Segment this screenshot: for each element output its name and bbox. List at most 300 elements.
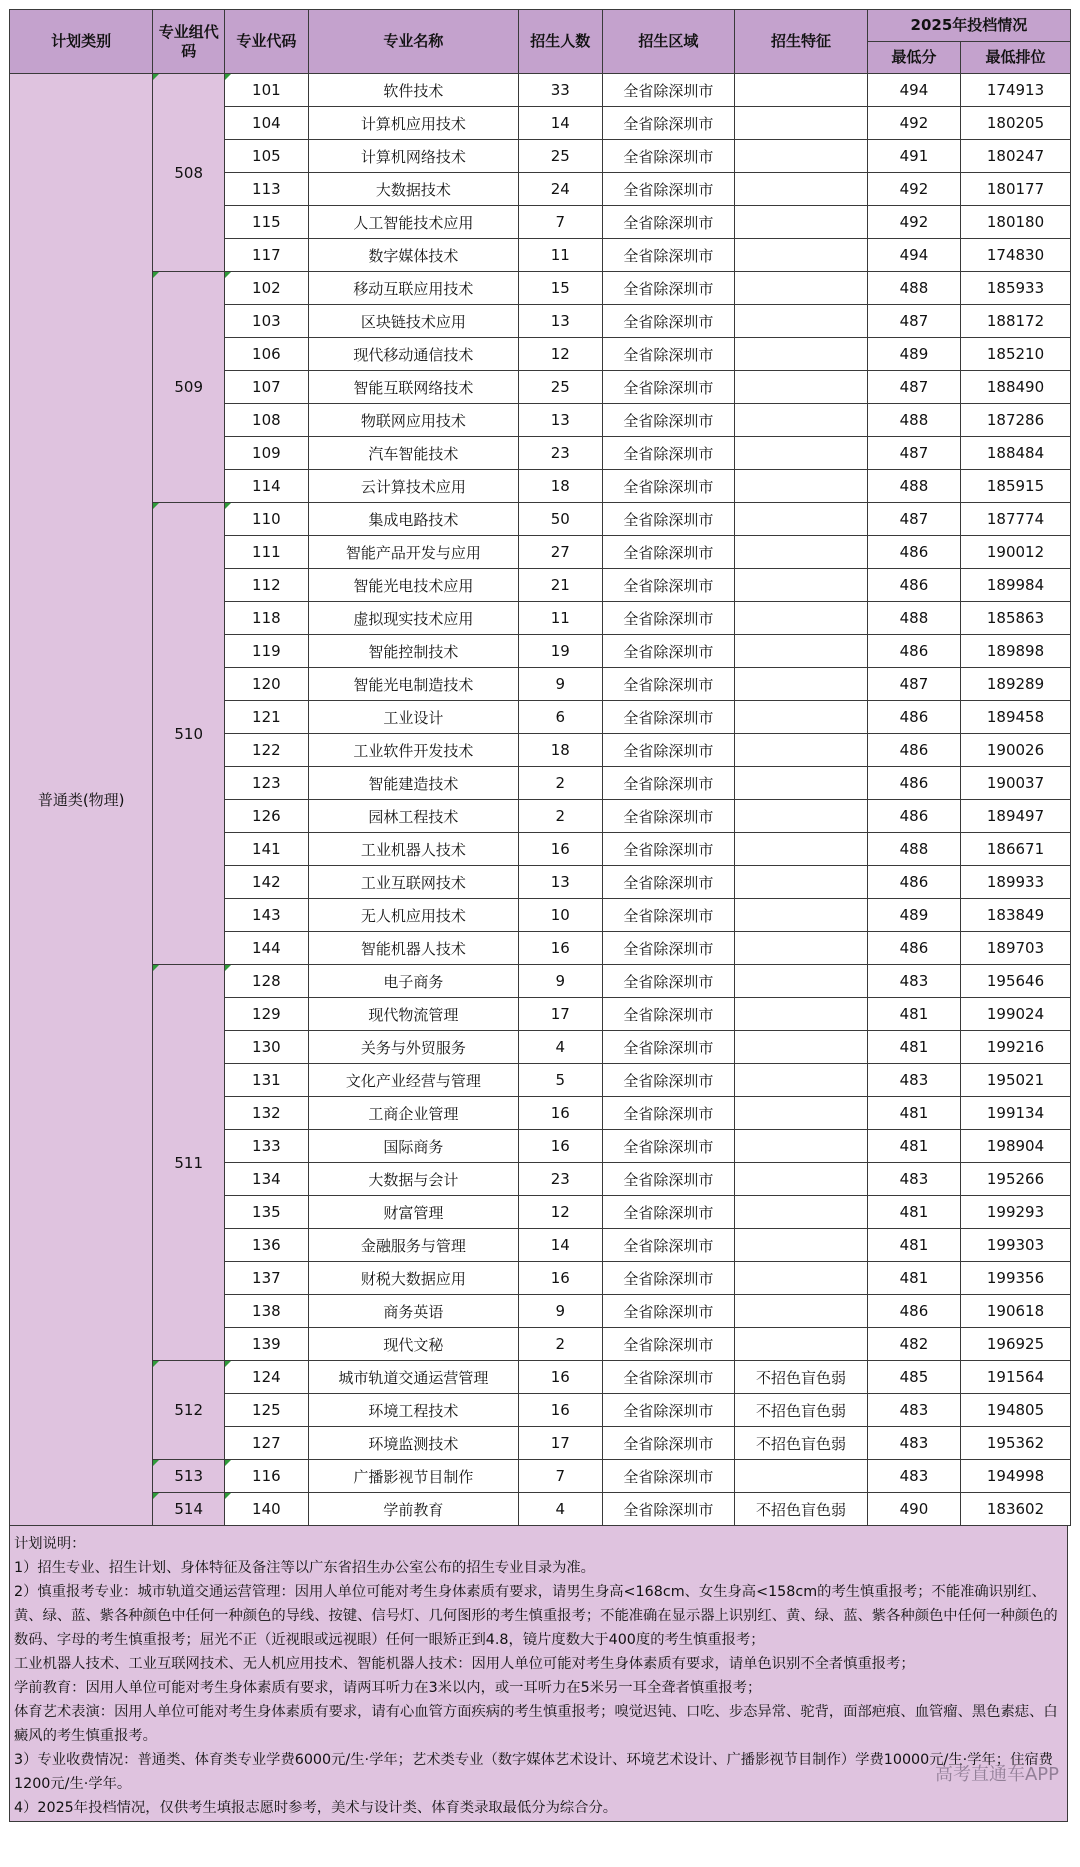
major-name: 无人机应用技术 xyxy=(308,899,518,932)
enroll-region: 全省除深圳市 xyxy=(602,173,735,206)
enroll-count: 9 xyxy=(518,965,602,998)
major-code: 121 xyxy=(225,701,309,734)
enroll-count: 15 xyxy=(518,272,602,305)
enroll-count: 16 xyxy=(518,1394,602,1427)
enroll-count: 16 xyxy=(518,833,602,866)
major-code: 117 xyxy=(225,239,309,272)
min-score: 488 xyxy=(867,470,960,503)
enroll-count: 16 xyxy=(518,1361,602,1394)
min-rank: 199024 xyxy=(961,998,1071,1031)
enroll-feature xyxy=(735,503,868,536)
group-code: 509 xyxy=(153,272,225,503)
min-score: 486 xyxy=(867,734,960,767)
group-code: 510 xyxy=(153,503,225,965)
enroll-feature xyxy=(735,833,868,866)
major-name: 现代移动通信技术 xyxy=(308,338,518,371)
major-name: 大数据与会计 xyxy=(308,1163,518,1196)
enroll-region: 全省除深圳市 xyxy=(602,734,735,767)
enroll-feature: 不招色盲色弱 xyxy=(735,1493,868,1526)
enroll-region: 全省除深圳市 xyxy=(602,272,735,305)
table-row xyxy=(10,272,1071,305)
enroll-feature xyxy=(735,899,868,932)
min-score: 481 xyxy=(867,1031,960,1064)
enroll-feature xyxy=(735,569,868,602)
note-line: 4）2025年投档情况，仅供考生填报志愿时参考，美术与设计类、体育类录取最低分为综合分。 xyxy=(14,1800,618,1816)
enroll-count: 11 xyxy=(518,239,602,272)
min-rank: 189898 xyxy=(961,635,1071,668)
header-region: 招生区域 xyxy=(602,10,735,74)
table-body xyxy=(10,74,1071,1526)
header-min-score: 最低分 xyxy=(867,42,960,74)
enroll-count: 4 xyxy=(518,1031,602,1064)
major-code: 139 xyxy=(225,1328,309,1361)
major-code: 106 xyxy=(225,338,309,371)
table-row xyxy=(10,503,1071,536)
enroll-region: 全省除深圳市 xyxy=(602,569,735,602)
enroll-feature xyxy=(735,371,868,404)
min-score: 483 xyxy=(867,1427,960,1460)
min-rank: 199293 xyxy=(961,1196,1071,1229)
enroll-count: 24 xyxy=(518,173,602,206)
min-rank: 183849 xyxy=(961,899,1071,932)
major-name: 智能光电技术应用 xyxy=(308,569,518,602)
enroll-feature xyxy=(735,800,868,833)
note-line: 体育艺术表演：因用人单位可能对考生身体素质有要求，请有心血管方面疾病的考生慎重报考；嗅觉迟钝、口吃、步态异常、驼背，面部疤痕、血管瘤、黑色素痣、白癜风的考生慎重报考。 xyxy=(14,1704,1058,1744)
major-name: 电子商务 xyxy=(308,965,518,998)
major-name: 云计算技术应用 xyxy=(308,470,518,503)
min-score: 494 xyxy=(867,74,960,107)
enroll-feature xyxy=(735,1460,868,1493)
min-score: 481 xyxy=(867,1196,960,1229)
min-score: 481 xyxy=(867,1229,960,1262)
major-name: 智能互联网络技术 xyxy=(308,371,518,404)
enroll-count: 27 xyxy=(518,536,602,569)
min-rank: 185933 xyxy=(961,272,1071,305)
enroll-count: 9 xyxy=(518,668,602,701)
major-name: 商务英语 xyxy=(308,1295,518,1328)
min-score: 481 xyxy=(867,998,960,1031)
min-score: 489 xyxy=(867,338,960,371)
enroll-count: 21 xyxy=(518,569,602,602)
major-code: 116 xyxy=(225,1460,309,1493)
major-code: 134 xyxy=(225,1163,309,1196)
enroll-region: 全省除深圳市 xyxy=(602,536,735,569)
note-line: 2）慎重报考专业：城市轨道交通运营管理：因用人单位可能对考生身体素质有要求，请男生身高<168cm、女生身高<158cm的考生慎重报考；不能准确识别红、黄、绿、蓝、紫各种颜色中任何一种颜色的导线、按键、信号灯、几何图形的考生慎重报考；不能准确在显示器上识别红、黄、绿、蓝、紫各种颜色中任何一种颜色的数码、字母的考生慎重报考；屈光不正（近视眼或远视眼）任何一眼矫正到4.8，镜片度数大于400度的考生慎重报考； xyxy=(14,1584,1058,1648)
enroll-count: 13 xyxy=(518,866,602,899)
min-score: 487 xyxy=(867,503,960,536)
min-score: 486 xyxy=(867,932,960,965)
enroll-region: 全省除深圳市 xyxy=(602,503,735,536)
min-rank: 199216 xyxy=(961,1031,1071,1064)
major-name: 文化产业经营与管理 xyxy=(308,1064,518,1097)
enroll-count: 6 xyxy=(518,701,602,734)
major-code: 144 xyxy=(225,932,309,965)
min-rank: 194998 xyxy=(961,1460,1071,1493)
min-score: 492 xyxy=(867,206,960,239)
major-code: 130 xyxy=(225,1031,309,1064)
enroll-region: 全省除深圳市 xyxy=(602,1427,735,1460)
min-rank: 174830 xyxy=(961,239,1071,272)
min-rank: 189703 xyxy=(961,932,1071,965)
major-code: 120 xyxy=(225,668,309,701)
enroll-count: 33 xyxy=(518,74,602,107)
min-rank: 195362 xyxy=(961,1427,1071,1460)
enroll-region: 全省除深圳市 xyxy=(602,1295,735,1328)
major-code: 109 xyxy=(225,437,309,470)
min-rank: 190037 xyxy=(961,767,1071,800)
enroll-feature xyxy=(735,998,868,1031)
min-rank: 199134 xyxy=(961,1097,1071,1130)
major-code: 105 xyxy=(225,140,309,173)
min-score: 486 xyxy=(867,1295,960,1328)
major-code: 119 xyxy=(225,635,309,668)
major-code: 141 xyxy=(225,833,309,866)
enroll-count: 18 xyxy=(518,470,602,503)
major-name: 智能光电制造技术 xyxy=(308,668,518,701)
min-score: 492 xyxy=(867,107,960,140)
major-code: 111 xyxy=(225,536,309,569)
major-name: 移动互联应用技术 xyxy=(308,272,518,305)
major-name: 财税大数据应用 xyxy=(308,1262,518,1295)
major-name: 环境监测技术 xyxy=(308,1427,518,1460)
table-row xyxy=(10,1493,1071,1526)
enroll-feature xyxy=(735,635,868,668)
min-score: 487 xyxy=(867,371,960,404)
min-rank: 196925 xyxy=(961,1328,1071,1361)
enroll-count: 7 xyxy=(518,206,602,239)
enroll-count: 16 xyxy=(518,1097,602,1130)
major-name: 智能建造技术 xyxy=(308,767,518,800)
min-rank: 190012 xyxy=(961,536,1071,569)
min-score: 488 xyxy=(867,833,960,866)
enroll-feature xyxy=(735,1130,868,1163)
enroll-count: 14 xyxy=(518,107,602,140)
enroll-count: 12 xyxy=(518,338,602,371)
table-row xyxy=(10,74,1071,107)
header-major-code: 专业代码 xyxy=(225,10,309,74)
major-code: 125 xyxy=(225,1394,309,1427)
min-rank: 194805 xyxy=(961,1394,1071,1427)
major-name: 集成电路技术 xyxy=(308,503,518,536)
enroll-count: 2 xyxy=(518,767,602,800)
major-code: 135 xyxy=(225,1196,309,1229)
major-name: 工业互联网技术 xyxy=(308,866,518,899)
enroll-count: 2 xyxy=(518,1328,602,1361)
enroll-region: 全省除深圳市 xyxy=(602,470,735,503)
enroll-count: 4 xyxy=(518,1493,602,1526)
enroll-feature xyxy=(735,74,868,107)
min-rank: 189289 xyxy=(961,668,1071,701)
major-code: 131 xyxy=(225,1064,309,1097)
enroll-count: 7 xyxy=(518,1460,602,1493)
enroll-feature xyxy=(735,140,868,173)
major-code: 103 xyxy=(225,305,309,338)
header-enroll: 招生人数 xyxy=(518,10,602,74)
min-rank: 195266 xyxy=(961,1163,1071,1196)
min-score: 483 xyxy=(867,1460,960,1493)
enroll-count: 16 xyxy=(518,1262,602,1295)
min-score: 494 xyxy=(867,239,960,272)
enroll-feature xyxy=(735,173,868,206)
major-code: 110 xyxy=(225,503,309,536)
enroll-feature xyxy=(735,1196,868,1229)
group-code: 513 xyxy=(153,1460,225,1493)
major-code: 113 xyxy=(225,173,309,206)
enroll-region: 全省除深圳市 xyxy=(602,1262,735,1295)
min-score: 486 xyxy=(867,767,960,800)
major-code: 104 xyxy=(225,107,309,140)
major-name: 园林工程技术 xyxy=(308,800,518,833)
watermark: 高考直通车APP xyxy=(934,1764,1059,1785)
min-rank: 189497 xyxy=(961,800,1071,833)
min-score: 481 xyxy=(867,1130,960,1163)
enroll-count: 5 xyxy=(518,1064,602,1097)
enroll-region: 全省除深圳市 xyxy=(602,701,735,734)
note-line: 1）招生专业、招生计划、身体特征及备注等以广东省招生办公室公布的招生专业目录为准。 xyxy=(14,1560,595,1576)
enroll-region: 全省除深圳市 xyxy=(602,1130,735,1163)
major-name: 财富管理 xyxy=(308,1196,518,1229)
min-rank: 195646 xyxy=(961,965,1071,998)
enroll-count: 25 xyxy=(518,371,602,404)
enroll-region: 全省除深圳市 xyxy=(602,899,735,932)
min-score: 488 xyxy=(867,272,960,305)
min-rank: 188490 xyxy=(961,371,1071,404)
enroll-region: 全省除深圳市 xyxy=(602,305,735,338)
min-rank: 189458 xyxy=(961,701,1071,734)
min-rank: 180180 xyxy=(961,206,1071,239)
major-name: 智能机器人技术 xyxy=(308,932,518,965)
min-rank: 189933 xyxy=(961,866,1071,899)
enroll-feature xyxy=(735,437,868,470)
major-code: 123 xyxy=(225,767,309,800)
major-name: 城市轨道交通运营管理 xyxy=(308,1361,518,1394)
major-name: 工业设计 xyxy=(308,701,518,734)
enroll-feature xyxy=(735,272,868,305)
major-name: 环境工程技术 xyxy=(308,1394,518,1427)
min-score: 486 xyxy=(867,701,960,734)
enroll-feature: 不招色盲色弱 xyxy=(735,1394,868,1427)
min-score: 490 xyxy=(867,1493,960,1526)
major-code: 118 xyxy=(225,602,309,635)
enroll-count: 17 xyxy=(518,1427,602,1460)
header-major-name: 专业名称 xyxy=(308,10,518,74)
min-rank: 185915 xyxy=(961,470,1071,503)
enroll-count: 19 xyxy=(518,635,602,668)
min-rank: 188484 xyxy=(961,437,1071,470)
enroll-region: 全省除深圳市 xyxy=(602,1394,735,1427)
enroll-feature xyxy=(735,965,868,998)
admission-table xyxy=(9,9,1071,1526)
enroll-feature xyxy=(735,1031,868,1064)
enroll-region: 全省除深圳市 xyxy=(602,437,735,470)
major-code: 108 xyxy=(225,404,309,437)
min-rank: 199356 xyxy=(961,1262,1071,1295)
enroll-feature xyxy=(735,1229,868,1262)
min-rank: 199303 xyxy=(961,1229,1071,1262)
major-name: 数字媒体技术 xyxy=(308,239,518,272)
min-rank: 174913 xyxy=(961,74,1071,107)
enroll-count: 13 xyxy=(518,305,602,338)
min-rank: 180247 xyxy=(961,140,1071,173)
major-code: 124 xyxy=(225,1361,309,1394)
min-score: 486 xyxy=(867,569,960,602)
min-rank: 180205 xyxy=(961,107,1071,140)
enroll-feature xyxy=(735,404,868,437)
enroll-region: 全省除深圳市 xyxy=(602,1328,735,1361)
major-code: 129 xyxy=(225,998,309,1031)
min-rank: 190026 xyxy=(961,734,1071,767)
header-category: 计划类别 xyxy=(10,10,153,74)
enroll-region: 全省除深圳市 xyxy=(602,1229,735,1262)
major-name: 物联网应用技术 xyxy=(308,404,518,437)
min-score: 486 xyxy=(867,635,960,668)
enroll-count: 10 xyxy=(518,899,602,932)
enroll-count: 12 xyxy=(518,1196,602,1229)
table-row xyxy=(10,965,1071,998)
enroll-feature xyxy=(735,767,868,800)
enroll-count: 17 xyxy=(518,998,602,1031)
enroll-region: 全省除深圳市 xyxy=(602,140,735,173)
major-name: 区块链技术应用 xyxy=(308,305,518,338)
major-code: 133 xyxy=(225,1130,309,1163)
enroll-region: 全省除深圳市 xyxy=(602,404,735,437)
notes-title: 计划说明： xyxy=(14,1536,86,1552)
enroll-region: 全省除深圳市 xyxy=(602,1196,735,1229)
note-line: 工业机器人技术、工业互联网技术、无人机应用技术、智能机器人技术：因用人单位可能对考生身体素质有要求，请单色识别不全者慎重报考； xyxy=(14,1656,915,1672)
min-score: 486 xyxy=(867,536,960,569)
enroll-feature xyxy=(735,1328,868,1361)
major-code: 138 xyxy=(225,1295,309,1328)
enroll-count: 2 xyxy=(518,800,602,833)
header-group-code: 专业组代码 xyxy=(153,10,225,74)
enroll-feature xyxy=(735,1295,868,1328)
enroll-count: 18 xyxy=(518,734,602,767)
enroll-feature xyxy=(735,602,868,635)
enroll-feature xyxy=(735,866,868,899)
group-code: 511 xyxy=(153,965,225,1361)
major-code: 143 xyxy=(225,899,309,932)
major-code: 102 xyxy=(225,272,309,305)
min-score: 492 xyxy=(867,173,960,206)
enroll-feature xyxy=(735,1163,868,1196)
enroll-region: 全省除深圳市 xyxy=(602,1163,735,1196)
min-score: 487 xyxy=(867,668,960,701)
min-score: 486 xyxy=(867,866,960,899)
major-code: 122 xyxy=(225,734,309,767)
major-name: 国际商务 xyxy=(308,1130,518,1163)
enroll-count: 16 xyxy=(518,932,602,965)
enroll-region: 全省除深圳市 xyxy=(602,1361,735,1394)
enroll-region: 全省除深圳市 xyxy=(602,1460,735,1493)
enroll-region: 全省除深圳市 xyxy=(602,107,735,140)
enroll-feature xyxy=(735,1262,868,1295)
min-score: 485 xyxy=(867,1361,960,1394)
enroll-region: 全省除深圳市 xyxy=(602,635,735,668)
major-name: 工业机器人技术 xyxy=(308,833,518,866)
min-score: 483 xyxy=(867,1163,960,1196)
min-score: 487 xyxy=(867,305,960,338)
min-score: 482 xyxy=(867,1328,960,1361)
enroll-region: 全省除深圳市 xyxy=(602,998,735,1031)
enroll-region: 全省除深圳市 xyxy=(602,239,735,272)
enroll-count: 13 xyxy=(518,404,602,437)
enroll-count: 11 xyxy=(518,602,602,635)
enroll-region: 全省除深圳市 xyxy=(602,932,735,965)
note-line: 3）专业收费情况：普通类、体育类专业学费6000元/生·学年；艺术类专业（数字媒体艺术设计、环境艺术设计、广播影视节目制作）学费10000元/生·学年；住宿费1200元/生·学年。 xyxy=(14,1752,1053,1792)
group-code: 508 xyxy=(153,74,225,272)
major-name: 工业软件开发技术 xyxy=(308,734,518,767)
major-name: 人工智能技术应用 xyxy=(308,206,518,239)
note-line: 学前教育：因用人单位可能对考生身体素质有要求，请两耳听力在3米以内，或一耳听力在5米另一耳全聋者慎重报考； xyxy=(14,1680,762,1696)
min-score: 483 xyxy=(867,1064,960,1097)
major-name: 金融服务与管理 xyxy=(308,1229,518,1262)
enroll-region: 全省除深圳市 xyxy=(602,1031,735,1064)
min-score: 483 xyxy=(867,965,960,998)
enroll-feature xyxy=(735,734,868,767)
enroll-feature xyxy=(735,1097,868,1130)
min-rank: 191564 xyxy=(961,1361,1071,1394)
enroll-region: 全省除深圳市 xyxy=(602,965,735,998)
enroll-feature xyxy=(735,470,868,503)
major-code: 126 xyxy=(225,800,309,833)
major-name: 工商企业管理 xyxy=(308,1097,518,1130)
enroll-region: 全省除深圳市 xyxy=(602,602,735,635)
enroll-feature xyxy=(735,932,868,965)
major-name: 广播影视节目制作 xyxy=(308,1460,518,1493)
min-rank: 187286 xyxy=(961,404,1071,437)
min-rank: 188172 xyxy=(961,305,1071,338)
enroll-region: 全省除深圳市 xyxy=(602,833,735,866)
enroll-feature xyxy=(735,239,868,272)
min-score: 486 xyxy=(867,800,960,833)
enroll-feature xyxy=(735,338,868,371)
group-code: 512 xyxy=(153,1361,225,1460)
plan-category: 普通类(物理) xyxy=(10,74,153,1526)
enroll-count: 23 xyxy=(518,437,602,470)
enroll-region: 全省除深圳市 xyxy=(602,74,735,107)
header-cast-title: 2025年投档情况 xyxy=(867,10,1070,42)
min-rank: 185210 xyxy=(961,338,1071,371)
group-code: 514 xyxy=(153,1493,225,1526)
major-name: 学前教育 xyxy=(308,1493,518,1526)
min-score: 481 xyxy=(867,1097,960,1130)
major-code: 112 xyxy=(225,569,309,602)
enroll-feature xyxy=(735,206,868,239)
enroll-count: 50 xyxy=(518,503,602,536)
enroll-feature xyxy=(735,305,868,338)
enroll-region: 全省除深圳市 xyxy=(602,371,735,404)
enroll-feature xyxy=(735,701,868,734)
table-row xyxy=(10,1460,1071,1493)
min-score: 487 xyxy=(867,437,960,470)
enroll-count: 25 xyxy=(518,140,602,173)
enroll-count: 9 xyxy=(518,1295,602,1328)
major-code: 132 xyxy=(225,1097,309,1130)
major-code: 136 xyxy=(225,1229,309,1262)
major-name: 智能产品开发与应用 xyxy=(308,536,518,569)
enroll-feature xyxy=(735,536,868,569)
enroll-region: 全省除深圳市 xyxy=(602,1064,735,1097)
header-min-rank: 最低排位 xyxy=(961,42,1071,74)
major-code: 137 xyxy=(225,1262,309,1295)
major-code: 128 xyxy=(225,965,309,998)
enroll-region: 全省除深圳市 xyxy=(602,668,735,701)
major-name: 计算机网络技术 xyxy=(308,140,518,173)
enroll-count: 23 xyxy=(518,1163,602,1196)
major-name: 计算机应用技术 xyxy=(308,107,518,140)
major-name: 虚拟现实技术应用 xyxy=(308,602,518,635)
table-row xyxy=(10,1361,1071,1394)
